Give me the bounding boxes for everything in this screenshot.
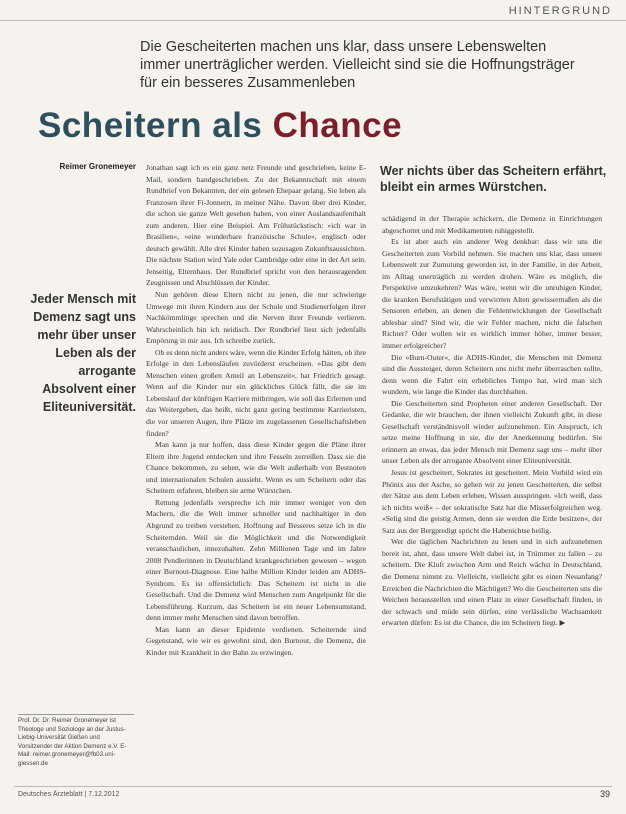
page-number: 39 [599, 789, 610, 799]
paragraph: Ob es denn nicht anders wäre, wenn die Kinder Erfolg hätten, ob ihre Erfolge in den Lebensläufen zuvörderst erscheinen. »Das gibt dem Menschen einen großen Anteil an Lebenszeit«, hat Friedrich gesagt. Wenn auf die Kinder nur ein glückliches Glück fällt, die sie im Lebenslauf der künftigen Karriere mitbringen, wie soll das Erlernen und das Weitergeben, das heißt, nicht ganz gering bestimmte Karrieristen, die vor unseren Augen, ihre Plätze im zugelassenen Gesellschaftsleben finden? [146, 347, 366, 438]
headline-main: Scheitern als [38, 106, 263, 145]
headline [38, 106, 402, 146]
paragraph: Nun gehören diese Eltern nicht zu jenen, die nur schwierige Umwege mit ihren Kindern aus der Schule und Studienerfolgen ihrer Nachkömmlinge sprechen und die Nerven ihrer Freunde verlieren. Wahrscheinlich bin ich neidisch. Der Rundbrief liest sich jedenfalls Empörung in mir aus. Ich schreibe zurück. [146, 290, 366, 346]
pullquote-right: Wer nichts über das Scheitern erfährt, bleibt ein armes Würstchen. [380, 164, 607, 194]
paragraph: schädigend in der Therapie schickern, die Demenz in Einrichtungen abgeschottet und mit Medikamenten ruhiggestellt. [382, 214, 602, 235]
footer-publication: Deutsches Ärzteblatt | 7.12.2012 [18, 791, 120, 798]
pullquote-left: Jeder Mensch mit Demenz sagt uns mehr über unser Leben als der arrogante Absolvent einer Eliteuniversität. [30, 292, 136, 414]
paragraph: Rettung jedenfalls verspreche ich mir immer weniger von den Machern, die die Welt immer schneller und nachhaltiger in den Abgrund zu treiben verstehen. Hoffnung auf Besseres setze ich in die Scheiternden. Weil sie die Möglichkeit und die Notwendigkeit veranschaulichen, innezuhalten. Zehn Millionen Tage und im Jahre 2008 Pendlerinnen in Deutschland krankgeschrieben gewesen – wegen einer Burnout-Diagnose. Eine halbe Million Kinder leiden am ADHS-Syndrom. Es ist offensichtlich: Das Scheitern ist nicht in die Gesellschaft. Und die Demenz wird Menschen zum Angelpunkt für die Lebensführung. Kurzum, das Scheitern ist ein neuer Lebensumstand, denn immer mehr Menschen sind davon betroffen. [146, 497, 366, 623]
author-note: Prof. Dr. Dr. Reimer Gronemeyer ist Theologe und Soziologe an der Justus-Liebig-Universität Gießen und Vorsitzender der Aktion Demenz e.V. E-Mail: reimer.gronemeyer@fb03.uni-giessen.de [18, 714, 134, 768]
paragraph: Jonathan sagt ich es ein ganz netz Freunde und geschrieben, keine E-Mail, sondern handgeschrieben. Zu der Bekanntschaft mit einem Rundbrief von Bekannten, der ein gelesen Ehepaar gelang. Sie leben als Franzosen ihrer Fi-Jonnern, in meiner Nähe. Davon über drei Kinder, die schon sie ganze Welt gesehen haben, von einer Auslandsaufenthalt zum anderen. Hier eine Beispiel. Am Frühstückstisch: »ich war in Brasilien«, »eine wunderbare französische Schule«, englisch oder deutsch gewählt. Alle drei Kinder haben sozusagen Zukunftsaussichten. Die nächste Station wird Yale oder Cambridge oder eine in der Art sein. Jenseitig, Elternhaus. Der Rundbrief spricht von den herausragenden Zeugnissen und Abschlüssen der Kinder. [146, 163, 366, 288]
column-right [382, 213, 602, 773]
section-label: HINTERGRUND [508, 5, 612, 17]
footer-rule [14, 786, 612, 787]
paragraph: Die »Burn-Outer«, die ADHS-Kinder, die Menschen mit Demenz sind die Aussteiger, deren Scheitern uns nicht mehr überraschen sollte, denn wenn die Fahrt ein erhebliches Tempo hat, wird man sich wundern, wie lange die Kinder das durchhalten. [382, 352, 602, 397]
paragraph: Man kann an dieser Epidemie verdienen. Scheiternde sind Gegenstand, wie wir es gewohnt sind, den Burnout, die Demenz, die Kinder mit Krankheit in der Bahn zu erzwingen. [146, 624, 366, 657]
teaser: Die Gescheiterten machen uns klar, dass unsere Lebenswelten immer unerträglicher werden. Vielleicht sind sie die Hoffnungsträger für ein besseres Zusammenleben [140, 39, 575, 91]
paragraph: Wer die täglichen Nachrichten zu lesen und in sich aufzunehmen bereit ist, ahnt, dass unsere Welt dabei ist, in Trümmer zu fallen – zu scheitern. Die Kluft zwischen Arm und Reich wächst in Deutschland, die Demenz nimmt zu. Vielleicht, vielleicht gibt es einen Neuanfang? Erreichen die Nachrichten die Mächtigen? Wo die Gescheiterten uns die Weichen herausstellen und einen Platz in einer Gesellschaft finden, in der schwach und müde sein dürfen, eine verlässliche Wachsamkeit erwarten dürfen: Es ist die Chance, die im Scheitern liegt. ▶ [382, 537, 602, 628]
column-middle [146, 162, 366, 812]
paragraph: Es ist aber auch ein anderer Weg denkbar: dass wir uns die Gescheiterten zum Vorbild nehmen. Sie machen uns klar, dass unsere Lebenswelt zur Zumutung geworden ist, in der Familie, in der Arbeit, im Alltag unerträglich zu werden drohen. Wäre es möglich, die Perspektive umzukehren? Was wäre, wenn wir die unruhigen Kinder, die kranken Berufstätigen und verwirrten Alten gewissermaßen als die Sensoren erleben, an denen die Fehlentwicklungen der Gesellschaft ablesbar sind? Sind wir, die wir Fehler machen, nicht die falschen Richter? Oder wollen wir es wirklich immer höher, immer besser, immer erfolgreicher? [382, 237, 602, 351]
author-name: Reimer Gronemeyer [59, 162, 136, 171]
top-rule [0, 20, 626, 21]
headline-accent: Chance [272, 106, 403, 145]
paragraph: Man kann ja nur hoffen, dass diese Kinder gegen die Pläne ihrer Eltern ihre Jugend entdecken und ihre Fesseln zerreißen. Dass sie die Chance bekommen, zu sehen, wie die Welt außerhalb von Bestnoten und internationalen Schulen aussieht. Wenn es um Scheitern oder das Scheitern erfahren, bleiben sie arme Würstchen. [146, 440, 366, 496]
paragraph: Die Gescheiterten sind Propheten einer anderen Gesellschaft. Der Gedanke, die wir brauchen, der ihnen vielleicht Zukunft gibt, in diese Gesellschaft verständnisvoll wieder aufzunehmen. Ein Anspruch, ich setze meine Hoffnung in sie, die der Anerkennung bedürfen. Sie erinnern an etwas, das jeder Mensch mit Demenz sagt uns – mehr über unser Leben als der arrogante Absolvent einer Eliteuniversität. [382, 398, 602, 466]
paragraph: Jesus ist gescheitert, Sokrates ist gescheitert. Mein Vorbild wird ein Phönix aus der Asche, so gehen wir zu jenen Gescheiterten, die selbst der Sätze aus dem Leben erleben, Wissen ausspringen. »Ich weiß, dass ich nichts weiß« – der sokratische Satz hat die Misserfolgreichen weg. »Selig sind die geistig Armen, denn sie werden die Erde besitzen«, der Satz aus der Bergpredigt spricht die Habenichtse heilig. [382, 468, 602, 535]
